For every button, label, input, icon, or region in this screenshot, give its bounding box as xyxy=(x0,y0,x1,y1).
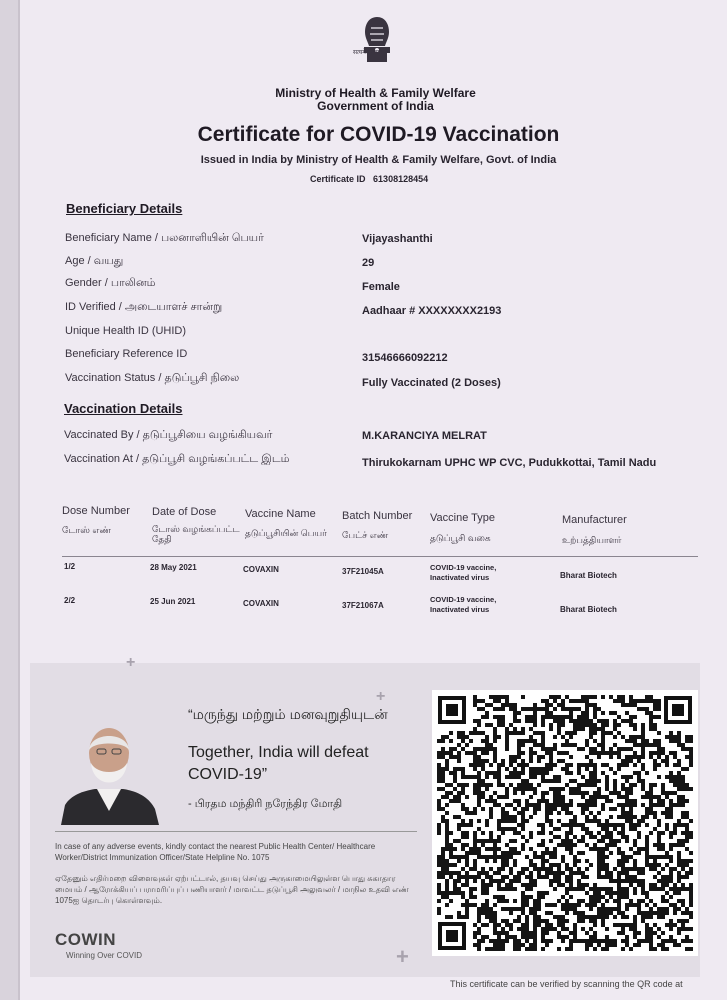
vaccinated-by-value: M.KARANCIYA MELRAT xyxy=(362,430,487,442)
row2-dose: 2/2 xyxy=(64,596,76,605)
certificate-id-value: 61308128454 xyxy=(373,174,429,184)
vaccinated-by-label: Vaccinated By / தடுப்பூசியை வழங்கியவர் xyxy=(64,429,273,441)
quote-attribution: - பிரதம மந்திரி நரேந்திர மோதி xyxy=(188,798,343,810)
header-batch-number-ta: பேட்ச் எண் xyxy=(342,530,389,540)
header-date-of-dose-ta: டோஸ் வழங்கப்பட்ட தேதி xyxy=(152,524,240,544)
issued-by: Issued in India by Ministry of Health & Family Welfare, Govt. of India xyxy=(200,154,557,166)
prime-minister-portrait xyxy=(55,713,163,825)
row1-batch: 37F21045A xyxy=(342,567,384,576)
row1-vaccine: COVAXIN xyxy=(243,565,279,574)
age-value: 29 xyxy=(362,257,375,269)
table-divider xyxy=(62,556,698,557)
header-vaccine-type-ta: தடுப்பூசி வகை xyxy=(430,533,491,543)
adverse-events-note-tamil: ஏதேனும் எதிர்மறை விளைவுகள் ஏற்பட்டால், தயவு செய்து அருகாமையிலுள்ள பொது சுகாதார மையம் / ஆரோக்கியப் பராமரிப்புப் பணியாளர் / மாவட்ட தடுப்பூசி அலுவலர் / மாநில உதவி எண் 1075ஐ தொடர்பு கொள்ளவும். xyxy=(55,874,409,905)
gender-label: Gender / பாலினம் xyxy=(65,277,156,289)
row2-date: 25 Jun 2021 xyxy=(150,597,196,606)
vaccination-at-value: Thirukokarnam UPHC WP CVC, Pudukkottai, Tamil Nadu xyxy=(362,457,657,469)
beneficiary-heading: Beneficiary Details xyxy=(66,201,183,216)
national-emblem-icon xyxy=(355,14,399,76)
id-verified-label: ID Verified / அடையாளச் சான்று xyxy=(65,301,223,313)
id-verified-value: Aadhaar # XXXXXXXX2193 xyxy=(362,305,502,317)
verification-qr-code xyxy=(432,690,698,956)
vaccination-at-label: Vaccination At / தடுப்பூசி வழங்கப்பட்ட இடம் xyxy=(64,453,290,465)
ministry-name: Ministry of Health & Family Welfare xyxy=(275,86,476,100)
header-date-of-dose: Date of Dose xyxy=(152,506,217,518)
plus-decoration-icon: + xyxy=(396,944,409,969)
cowin-logo: COWIN xyxy=(55,930,117,949)
row1-date: 28 May 2021 xyxy=(150,563,197,572)
header-vaccine-name-ta: தடுப்பூசியின் பெயர் xyxy=(245,528,327,538)
row2-type-line1: COVID-19 vaccine, xyxy=(430,595,497,604)
government-name: Government of India xyxy=(317,99,434,113)
row1-type-line2: Inactivated virus xyxy=(430,573,490,582)
gender-value: Female xyxy=(362,281,400,293)
row2-batch: 37F21067A xyxy=(342,601,384,610)
adverse-events-note: In case of any adverse events, kindly contact the nearest Public Health Center/ Healthcare Worker/District Immunization Officer/State Helpline No. 1075 xyxy=(55,842,376,862)
vaccination-heading: Vaccination Details xyxy=(64,401,183,416)
emblem-caption: सत्यमेव जयते xyxy=(353,50,383,56)
certificate-title: Certificate for COVID-19 Vaccination xyxy=(197,123,560,146)
quote-english: Together, India will defeat COVID-19” xyxy=(188,744,369,783)
header-batch-number: Batch Number xyxy=(342,510,413,522)
certificate-id xyxy=(310,174,428,184)
header-vaccine-name: Vaccine Name xyxy=(245,508,316,520)
beneficiary-name-value: Vijayashanthi xyxy=(362,233,433,245)
quote-tamil: “மருந்து மற்றும் மனவுறுதியுடன் xyxy=(188,706,388,722)
row1-type-line1: COVID-19 vaccine, xyxy=(430,563,497,572)
age-label: Age / வயது xyxy=(65,255,124,267)
plus-decoration-icon: + xyxy=(126,654,136,671)
row2-type-line2: Inactivated virus xyxy=(430,605,490,614)
header-manufacturer: Manufacturer xyxy=(562,514,627,526)
banner-divider xyxy=(55,831,417,832)
row2-vaccine: COVAXIN xyxy=(243,599,279,608)
cowin-tagline: Winning Over COVID xyxy=(66,951,143,960)
header-vaccine-type: Vaccine Type xyxy=(430,512,496,524)
row1-dose: 1/2 xyxy=(64,562,76,571)
reference-id-value: 31546666092212 xyxy=(362,352,448,364)
reference-id-label: Beneficiary Reference ID xyxy=(65,348,188,360)
vaccination-status-label: Vaccination Status / தடுப்பூசி நிலை xyxy=(65,372,240,384)
verification-footer: This certificate can be verified by scanning the QR code at xyxy=(450,979,683,989)
header-dose-number: Dose Number xyxy=(62,505,130,517)
vaccination-status-value: Fully Vaccinated (2 Doses) xyxy=(362,377,501,389)
certificate-id-label: Certificate ID xyxy=(310,174,366,184)
row1-manufacturer: Bharat Biotech xyxy=(560,571,617,580)
header-manufacturer-ta: உற்பத்தியாளர் xyxy=(562,535,622,545)
uhid-label: Unique Health ID (UHID) xyxy=(65,325,187,337)
beneficiary-name-label: Beneficiary Name / பலனாளியின் பெயர் xyxy=(65,232,264,244)
plus-decoration-icon: + xyxy=(376,688,386,705)
row2-manufacturer: Bharat Biotech xyxy=(560,605,617,614)
header-dose-number-ta: டோஸ் எண் xyxy=(62,525,111,535)
